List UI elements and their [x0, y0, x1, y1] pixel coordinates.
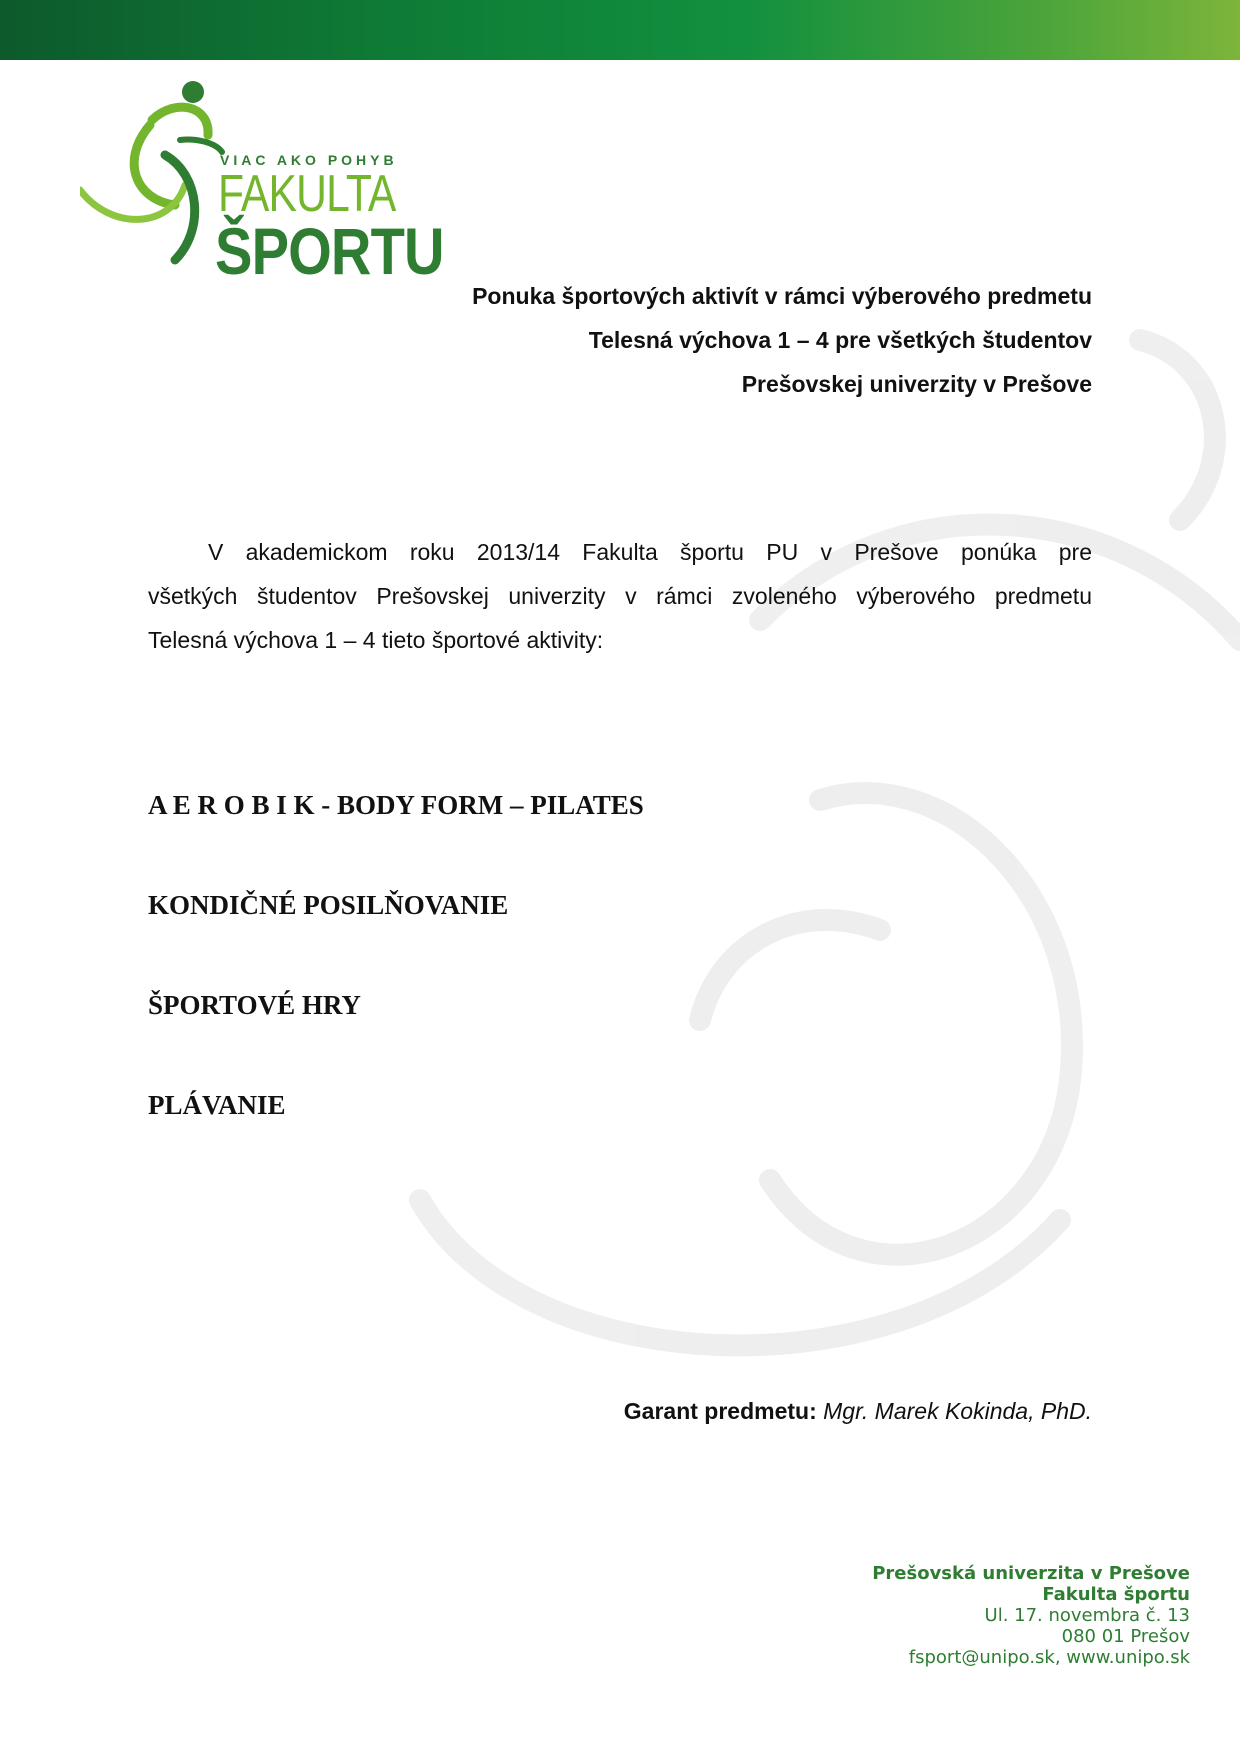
title-line-3: Prešovskej univerzity v Prešove: [741, 371, 1092, 397]
title-line-2: Telesná výchova 1 – 4 pre všetkých študentov: [588, 327, 1092, 353]
intro-paragraph: [148, 530, 1092, 662]
faculty-logo: [80, 80, 444, 290]
logo-word-sportu: ŠPORTU: [215, 214, 444, 288]
activity-aerobik: A E R O B I K - BODY FORM – PILATES: [148, 790, 644, 820]
logo-tagline: VIAC AKO POHYB: [220, 152, 398, 168]
intro-line-1: V akademickom roku 2013/14 Fakulta športu PU v Prešove ponúka pre: [208, 539, 1092, 565]
logo-word-fakulta: FAKULTA: [218, 165, 396, 223]
footer-contact: fsport@unipo.sk, www.unipo.sk: [908, 1647, 1190, 1668]
footer-street: Ul. 17. novembra č. 13: [984, 1605, 1190, 1626]
guarantor-label: Garant predmetu:: [623, 1398, 817, 1424]
activity-plavanie: PLÁVANIE: [148, 1090, 286, 1120]
footer-faculty: Fakulta športu: [1042, 1584, 1190, 1605]
header-gradient-bar: [0, 0, 1240, 60]
title-line-1: Ponuka športových aktivít v rámci výberového predmetu: [472, 283, 1092, 309]
footer-city: 080 01 Prešov: [1061, 1626, 1190, 1647]
intro-line-2: všetkých študentov Prešovskej univerzity v rámci zvoleného výberového predmetu: [148, 583, 1092, 609]
footer-address: [790, 1563, 1190, 1668]
intro-line-3: Telesná výchova 1 – 4 tieto športové aktivity:: [148, 627, 604, 653]
footer-university: Prešovská univerzita v Prešove: [872, 1563, 1190, 1584]
activity-kondicne-posilnovanie: KONDIČNÉ POSILŇOVANIE: [148, 890, 509, 920]
activity-sportove-hry: ŠPORTOVÉ HRY: [148, 990, 361, 1020]
guarantor-name: Mgr. Marek Kokinda, PhD.: [823, 1398, 1092, 1424]
course-guarantor: [624, 1398, 1092, 1425]
document-title: [332, 274, 1092, 406]
